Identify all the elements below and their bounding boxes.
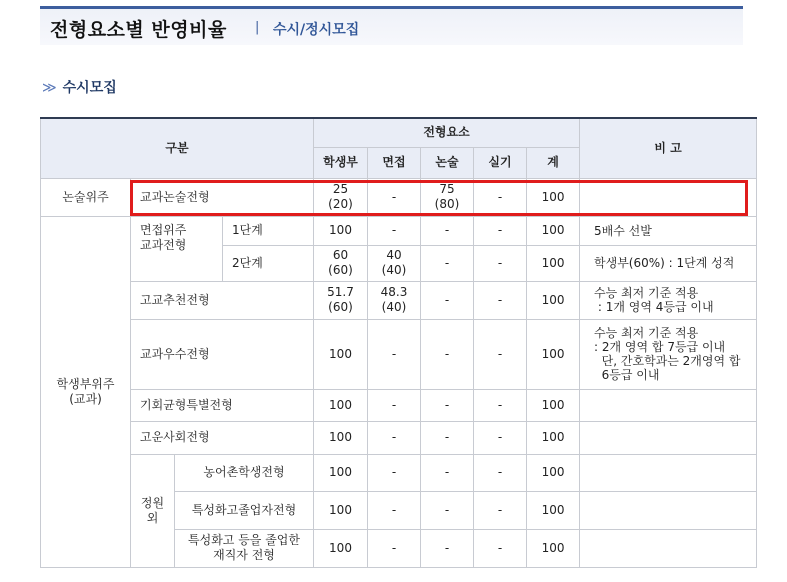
- cell-record: 100: [314, 421, 368, 454]
- section-title: 수시모집: [62, 80, 117, 96]
- header-elements: 전형요소: [314, 118, 580, 147]
- cell-interview: -: [368, 216, 421, 245]
- page-title-bar: [40, 6, 743, 45]
- cell-total: 100: [527, 491, 580, 529]
- double-chevron-icon: ≫: [42, 80, 57, 96]
- cell-remark: 수능 최저 기준 적용 : 1개 영역 4등급 이내: [580, 281, 757, 319]
- cell-record: 100: [314, 389, 368, 421]
- cell-essay: -: [421, 454, 474, 491]
- cell-total: 100: [527, 529, 580, 567]
- header-remark: 비 고: [580, 118, 757, 178]
- cell-essay: -: [421, 319, 474, 389]
- cell-essay: -: [421, 281, 474, 319]
- title-separator: |: [255, 20, 260, 35]
- cell-total: 100: [527, 281, 580, 319]
- cell-record: 100: [314, 319, 368, 389]
- table-row: [41, 421, 757, 454]
- cell-total: 100: [527, 454, 580, 491]
- cell-interview: 40 (40): [368, 245, 421, 281]
- col-header-practical: 실기: [474, 147, 527, 178]
- cell-total: 100: [527, 389, 580, 421]
- cell-essay: 75 (80): [421, 178, 474, 216]
- track-name: 특성화고 등을 졸업한 재직자 전형: [175, 529, 314, 567]
- cell-practical: -: [474, 281, 527, 319]
- col-header-interview: 면접: [368, 147, 421, 178]
- cell-practical: -: [474, 216, 527, 245]
- cell-remark: [580, 421, 757, 454]
- cell-total: 100: [527, 216, 580, 245]
- cell-practical: -: [474, 529, 527, 567]
- cell-record: 60 (60): [314, 245, 368, 281]
- cell-interview: -: [368, 491, 421, 529]
- table-row: [41, 319, 757, 389]
- cell-remark: [580, 178, 757, 216]
- cell-interview: 48.3 (40): [368, 281, 421, 319]
- cell-interview: -: [368, 454, 421, 491]
- cell-essay: -: [421, 529, 474, 567]
- cell-practical: -: [474, 389, 527, 421]
- cell-essay: -: [421, 491, 474, 529]
- cell-interview: -: [368, 389, 421, 421]
- col-header-record: 학생부: [314, 147, 368, 178]
- col-header-essay: 논술: [421, 147, 474, 178]
- cell-interview: -: [368, 421, 421, 454]
- cell-remark: [580, 454, 757, 491]
- cell-total: 100: [527, 178, 580, 216]
- table-row: [41, 281, 757, 319]
- cell-essay: -: [421, 389, 474, 421]
- table-row: [41, 178, 757, 216]
- cell-interview: -: [368, 178, 421, 216]
- cell-essay: -: [421, 245, 474, 281]
- cell-interview: -: [368, 529, 421, 567]
- cell-practical: -: [474, 454, 527, 491]
- cell-total: 100: [527, 245, 580, 281]
- track-name: 교과우수전형: [131, 319, 314, 389]
- cell-record: 100: [314, 454, 368, 491]
- cell-remark: [580, 491, 757, 529]
- cell-remark: [580, 529, 757, 567]
- cell-essay: -: [421, 421, 474, 454]
- group-record: 학생부위주 (교과): [41, 216, 131, 567]
- cell-remark: 학생부(60%) : 1단계 성적: [580, 245, 757, 281]
- cell-remark: 5배수 선발: [580, 216, 757, 245]
- track-name: 고교추천전형: [131, 281, 314, 319]
- cell-practical: -: [474, 319, 527, 389]
- cell-remark: 수능 최저 기준 적용 : 2개 영역 합 7등급 이내 단, 간호학과는 2개영역 합 6등급 이내: [580, 319, 757, 389]
- header-category: 구분: [41, 118, 314, 178]
- page-title: 전형요소별 반영비율: [50, 19, 227, 41]
- cell-record: 100: [314, 216, 368, 245]
- track-name: 고운사회전형: [131, 421, 314, 454]
- table-row: [41, 454, 757, 491]
- quota-outside-label: 정원 외: [131, 454, 175, 567]
- track-name: 면접위주 교과전형: [131, 216, 223, 281]
- page-subtitle: 수시/정시모집: [273, 22, 360, 38]
- cell-practical: -: [474, 178, 527, 216]
- group-essay: 논술위주: [41, 178, 131, 216]
- cell-total: 100: [527, 421, 580, 454]
- track-name: 기회균형특별전형: [131, 389, 314, 421]
- cell-total: 100: [527, 319, 580, 389]
- section-heading: [42, 77, 117, 97]
- track-name: 농어촌학생전형: [175, 454, 314, 491]
- cell-practical: -: [474, 491, 527, 529]
- col-header-total: 계: [527, 147, 580, 178]
- cell-remark: [580, 389, 757, 421]
- cell-practical: -: [474, 421, 527, 454]
- cell-essay: -: [421, 216, 474, 245]
- stage-label: 1단계: [223, 216, 314, 245]
- track-name: 교과논술전형: [131, 178, 314, 216]
- ratio-table: [40, 117, 757, 568]
- cell-record: 100: [314, 529, 368, 567]
- cell-interview: -: [368, 319, 421, 389]
- cell-record: 100: [314, 491, 368, 529]
- track-name: 특성화고졸업자전형: [175, 491, 314, 529]
- table-row: [41, 389, 757, 421]
- table-row: [41, 216, 757, 245]
- cell-record: 25 (20): [314, 178, 368, 216]
- cell-record: 51.7 (60): [314, 281, 368, 319]
- stage-label: 2단계: [223, 245, 314, 281]
- cell-practical: -: [474, 245, 527, 281]
